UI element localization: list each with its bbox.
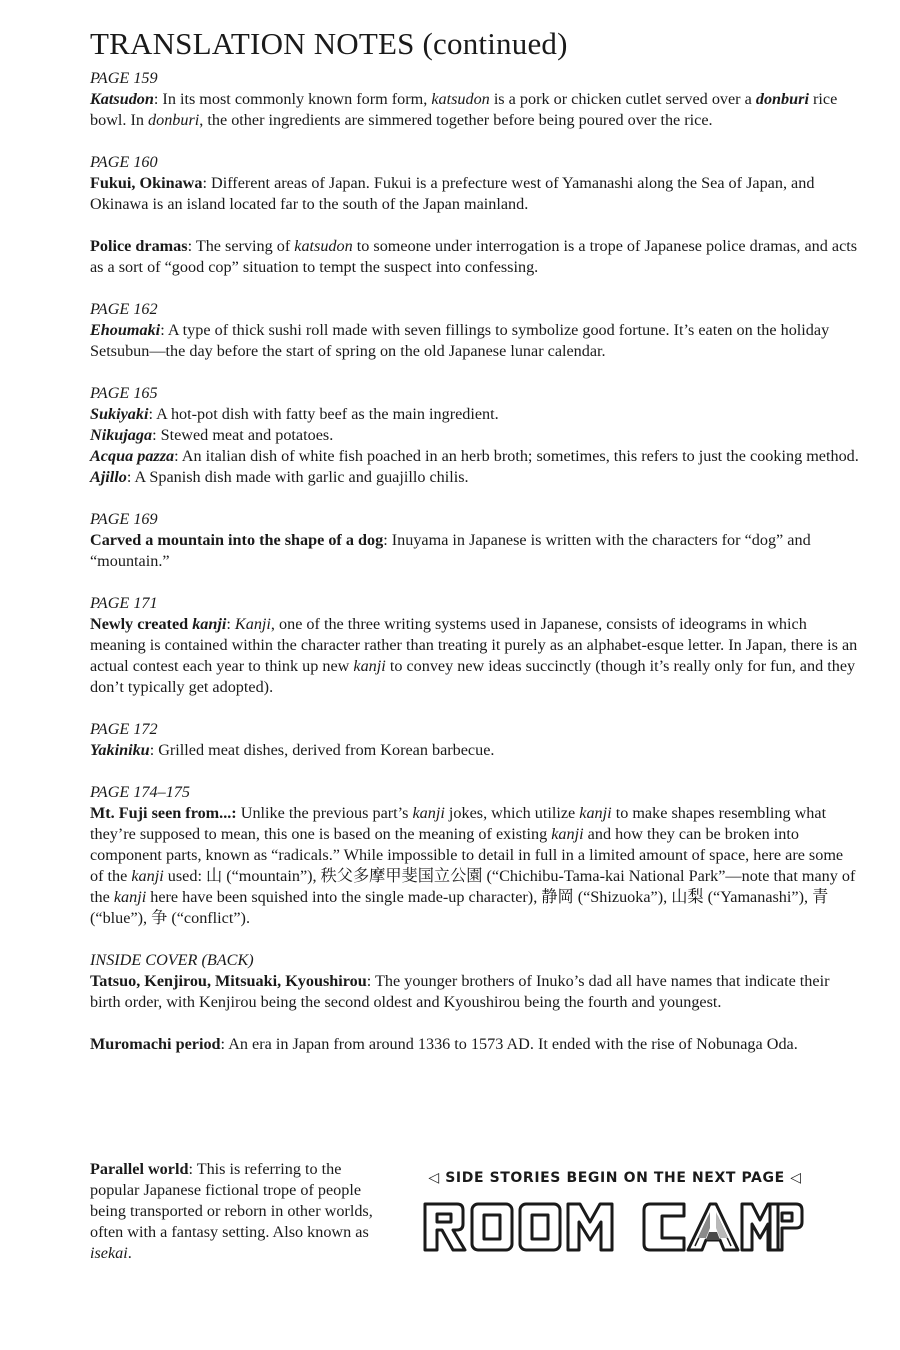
- note-entry: [90, 89, 860, 131]
- note-entry-parallel-world: [90, 1159, 380, 1264]
- note-term: kanji: [579, 804, 612, 822]
- note-term: Parallel world: [90, 1160, 189, 1178]
- note-text: : The serving of: [187, 237, 295, 255]
- note-term: Tatsuo, Kenjirou, Mitsuaki, Kyoushirou: [90, 972, 367, 990]
- note-term: Katsudon: [90, 90, 154, 108]
- note-section: [90, 68, 860, 131]
- note-entry: [90, 320, 860, 362]
- note-term: Carved a mountain into the shape of a dog: [90, 531, 384, 549]
- note-term: Fukui, Okinawa: [90, 174, 203, 192]
- note-term: Sukiyaki: [90, 405, 149, 423]
- note-term: Nikujaga: [90, 426, 153, 444]
- note-term: isekai: [90, 1244, 128, 1262]
- note-text: :: [226, 615, 235, 633]
- note-entry: [90, 740, 860, 761]
- note-term: kanji: [131, 867, 164, 885]
- note-term: Ajillo: [90, 468, 127, 486]
- section-page-label: PAGE 160: [90, 153, 158, 171]
- note-text: rice bowl. In: [90, 90, 838, 129]
- section-page-label: PAGE 165: [90, 384, 158, 402]
- note-term: Muromachi period: [90, 1035, 221, 1053]
- section-page-label: PAGE 171: [90, 594, 158, 612]
- note-text: : The younger brothers of Inuko’s dad all have names that indicate their birth order, with Kenjirou being the second oldest and Kyoushirou being the fourth and youngest.: [90, 972, 830, 1011]
- note-term: katsudon: [431, 90, 490, 108]
- note-text: to make shapes resembling what they’re supposed to mean, this one is based on the meaning of existing: [90, 804, 827, 843]
- note-section: [90, 782, 860, 929]
- note-term: kanji: [412, 804, 445, 822]
- promo-tagline: SIDE STORIES BEGIN ON THE NEXT PAGE: [445, 1170, 785, 1186]
- note-entry: [90, 467, 860, 488]
- note-entry: [90, 1034, 860, 1055]
- section-page-label: PAGE 172: [90, 720, 158, 738]
- note-text: here have been squished into the single made-up character), 静岡 (“Shizuoka”), 山梨 (“Yamanashi”), 青 (“blue”), 争 (“conflict”).: [90, 888, 829, 927]
- note-term: donburi: [148, 111, 200, 129]
- note-text: : An era in Japan from around 1336 to 1573 AD. It ended with the rise of Nobunaga Oda.: [220, 1035, 798, 1053]
- note-entry: [90, 803, 860, 929]
- note-entry: [90, 173, 860, 215]
- section-page-label: PAGE 174–175: [90, 783, 190, 801]
- section-page-label: PAGE 162: [90, 300, 158, 318]
- note-text: and how they can be broken into component parts, known as “radicals.” While impossible to detail in full in a limited amount of space, here are some of the: [90, 825, 844, 885]
- section-page-label: INSIDE COVER (BACK): [90, 951, 254, 969]
- note-text: Unlike the previous part’s: [236, 804, 413, 822]
- note-text: : Inuyama in Japanese is written with the characters for “dog” and “mountain.”: [90, 531, 811, 570]
- note-term: katsudon: [294, 237, 353, 255]
- note-text: : A type of thick sushi roll made with seven fillings to symbolize good fortune. It’s eaten on the holiday Setsubun—the day before the start of spring on the old Japanese lunar calendar.: [90, 321, 830, 360]
- note-term: Mt. Fuji seen from...:: [90, 804, 237, 822]
- note-text: .: [127, 1244, 132, 1262]
- note-section: [90, 593, 860, 698]
- note-text: : Stewed meat and potatoes.: [152, 426, 334, 444]
- note-text: used: 山 (“mountain”), 秩父多摩甲斐国立公園 (“Chichibu-Tama-kai National Park”—note that many of the: [90, 867, 856, 906]
- note-text: : Grilled meat dishes, derived from Korean barbecue.: [149, 741, 495, 759]
- note-term: Police dramas: [90, 237, 188, 255]
- note-section: [90, 950, 860, 1055]
- note-entry: [90, 236, 860, 278]
- side-stories-promo: [420, 1170, 820, 1256]
- note-section: [90, 383, 860, 488]
- section-page-label: PAGE 159: [90, 69, 158, 87]
- note-term: Ehoumaki: [90, 321, 161, 339]
- promo-tagline-row: [410, 1170, 820, 1186]
- final-note: [90, 1159, 380, 1264]
- note-section: [90, 509, 860, 572]
- note-text: is a pork or chicken cutlet served over a: [489, 90, 756, 108]
- left-triangle-icon: ◁: [428, 1170, 440, 1186]
- note-term: kanji: [192, 615, 227, 633]
- note-entry: [90, 446, 860, 467]
- note-entry: [90, 614, 860, 698]
- note-term: Kanji: [234, 615, 271, 633]
- room-camp-logo: [420, 1196, 805, 1256]
- section-page-label: PAGE 169: [90, 510, 158, 528]
- note-section: [90, 299, 860, 362]
- entry-spacer: [90, 1013, 860, 1034]
- note-entry: [90, 530, 860, 572]
- note-term: Newly created: [90, 615, 193, 633]
- note-text: : This is referring to the popular Japanese fictional trope of people being transported or reborn in other worlds, often with a fantasy setting. Also known as: [90, 1160, 373, 1241]
- note-entry: [90, 971, 860, 1013]
- note-term: kanji: [113, 888, 147, 906]
- note-term: kanji: [551, 825, 584, 843]
- note-text: : In its most commonly known form form,: [153, 90, 432, 108]
- note-text: to someone under interrogation is a trope of Japanese police dramas, and acts as a sort of “good cop” situation to tempt the suspect into confessing.: [90, 237, 858, 276]
- note-section: [90, 152, 860, 278]
- note-entry: [90, 425, 860, 446]
- note-text: , one of the three writing systems used in Japanese, consists of ideograms in which meaning is contained within the character rather than treating it purely as an alphabet-esque letter. In Japan, there is an actual contest each year to think up new: [90, 615, 858, 675]
- note-text: : A hot-pot dish with fatty beef as the main ingredient.: [148, 405, 499, 423]
- note-text: to convey new ideas succinctly (though it’s really only for fun, and they don’t typically get adopted).: [90, 657, 856, 696]
- note-term: kanji: [353, 657, 386, 675]
- note-text: jokes, which utilize: [444, 804, 580, 822]
- note-text: : Different areas of Japan. Fukui is a prefecture west of Yamanashi along the Sea of Japan, and Okinawa is an island located far to the south of the Japan mainland.: [90, 174, 815, 213]
- note-text: : A Spanish dish made with garlic and guajillo chilis.: [126, 468, 469, 486]
- note-entry: [90, 404, 860, 425]
- note-text: , the other ingredients are simmered together before being poured over the rice.: [199, 111, 713, 129]
- note-term: Yakiniku: [90, 741, 150, 759]
- notes-body: [90, 68, 860, 1076]
- note-text: : An italian dish of white fish poached in an herb broth; sometimes, this refers to just the cooking method.: [174, 447, 859, 465]
- note-term: donburi: [755, 90, 809, 108]
- page-title: TRANSLATION NOTES (continued): [90, 26, 568, 61]
- right-triangle-icon: ◁: [790, 1170, 802, 1186]
- entry-spacer: [90, 215, 860, 236]
- note-term: Acqua pazza: [90, 447, 175, 465]
- note-section: [90, 719, 860, 761]
